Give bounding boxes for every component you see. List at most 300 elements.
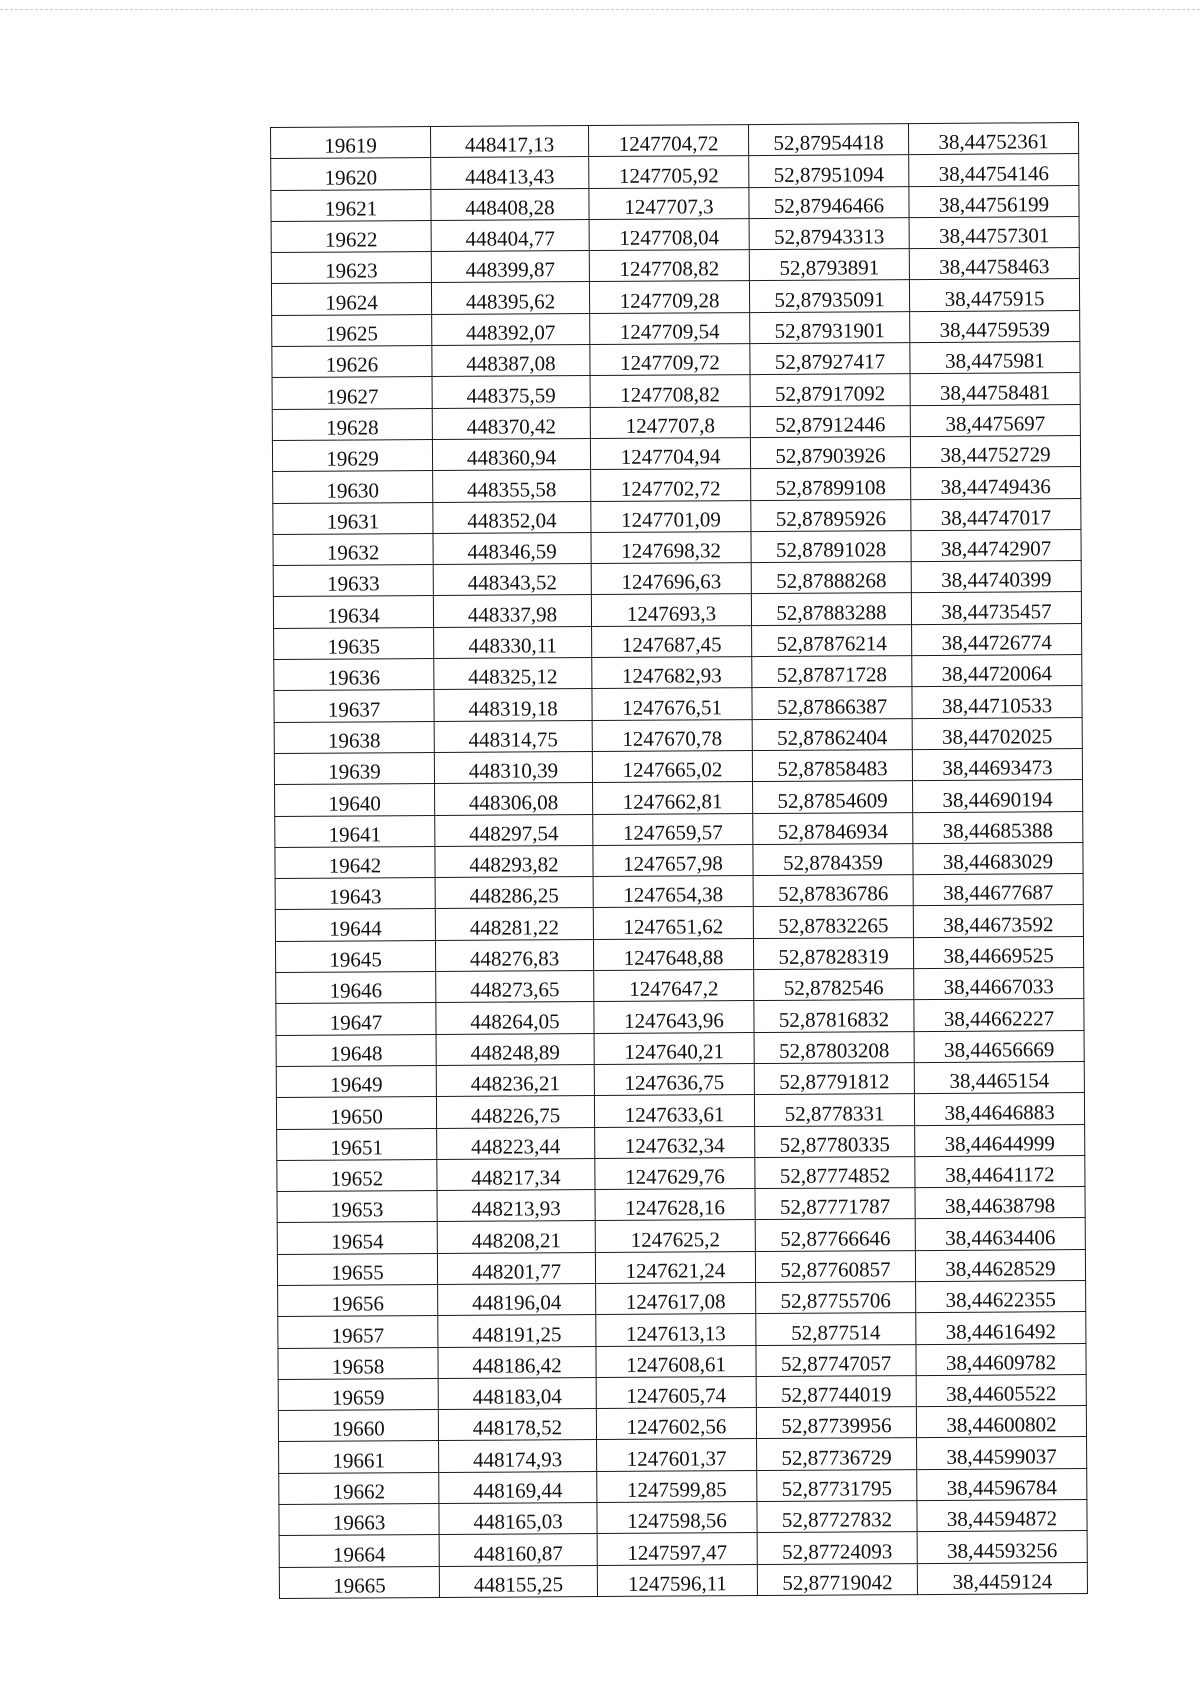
cell-text: 38,44740399 (941, 567, 1052, 593)
point-number-cell (272, 439, 432, 471)
point-number-cell (279, 1504, 439, 1536)
y-coordinate-cell (589, 281, 749, 313)
cell-text: 19652 (330, 1166, 384, 1191)
x-coordinate-cell (437, 1221, 595, 1253)
x-coordinate-cell (437, 1190, 595, 1222)
cell-text: 448375,59 (466, 382, 556, 408)
cell-text: 52,87871728 (776, 662, 888, 688)
table-row (272, 373, 1080, 409)
cell-text: 19636 (327, 665, 381, 691)
table-row (274, 748, 1082, 784)
cell-text: 1247654,38 (623, 882, 724, 908)
cell-text: 38,44758463 (939, 254, 1050, 280)
cell-text: 19645 (329, 947, 382, 972)
cell-text: 448325,12 (468, 664, 558, 690)
cell-text: 19632 (326, 540, 380, 565)
table-row (279, 1531, 1087, 1567)
cell-text: 448306,08 (468, 789, 559, 815)
point-number-cell (271, 220, 431, 252)
y-coordinate-cell (593, 938, 753, 970)
cell-text: 38,44634406 (945, 1224, 1056, 1250)
cell-text: 19631 (326, 509, 380, 534)
cell-text: 52,87946466 (773, 193, 885, 218)
cell-text: 448196,04 (471, 1290, 562, 1316)
cell-text: 1247704,72 (618, 131, 719, 157)
table-row (274, 623, 1082, 659)
cell-text: 52,87760857 (780, 1257, 891, 1282)
cell-text: 448264,05 (470, 1008, 560, 1034)
cell-text: 448346,59 (467, 539, 557, 564)
cell-text: 38,44641172 (945, 1162, 1055, 1187)
cell-text: 52,87832265 (778, 912, 889, 938)
table-row (271, 216, 1079, 252)
cell-text: 38,44710533 (941, 692, 1053, 718)
cell-text: 1247605,74 (626, 1383, 727, 1409)
table-row (273, 592, 1081, 628)
cell-text: 448404,77 (465, 226, 555, 251)
cell-text: 448208,21 (471, 1227, 562, 1253)
latitude-cell (757, 1501, 917, 1533)
longitude-cell (913, 905, 1083, 937)
latitude-cell (756, 1407, 916, 1439)
cell-text: 38,44616492 (945, 1318, 1057, 1344)
x-coordinate-cell (434, 689, 592, 721)
table-row (276, 1061, 1084, 1097)
longitude-cell (917, 1468, 1087, 1500)
cell-text: 448352,04 (467, 508, 557, 533)
x-coordinate-cell (439, 1503, 597, 1535)
table-row (278, 1312, 1086, 1348)
cell-text: 38,44669525 (943, 943, 1054, 968)
cell-text: 1247709,54 (619, 319, 720, 344)
cell-text: 448169,44 (473, 1478, 563, 1503)
cell-text: 448286,25 (469, 883, 559, 909)
cell-text: 448191,25 (472, 1321, 562, 1347)
latitude-cell (749, 217, 909, 249)
table-row (273, 467, 1081, 503)
cell-text: 19622 (324, 227, 378, 252)
point-number-cell (271, 252, 431, 284)
cell-text: 38,44593256 (947, 1537, 1058, 1563)
x-coordinate-cell (436, 971, 594, 1003)
latitude-cell (754, 1031, 914, 1063)
cell-text: 52,87836786 (777, 881, 889, 907)
cell-text: 38,4459124 (952, 1569, 1053, 1594)
cell-text: 52,87791812 (779, 1069, 890, 1095)
table-row (276, 1093, 1084, 1129)
x-coordinate-cell (439, 1440, 597, 1472)
longitude-cell (910, 436, 1080, 468)
cell-text: 448355,58 (467, 476, 557, 502)
y-coordinate-cell (595, 1126, 755, 1158)
y-coordinate-cell (595, 1251, 755, 1283)
cell-text: 1247617,08 (625, 1289, 726, 1315)
cell-text: 38,44754146 (938, 160, 1049, 186)
cell-text: 448319,18 (468, 695, 558, 721)
longitude-cell (914, 968, 1084, 1000)
table-row (271, 123, 1079, 159)
cell-text: 19651 (330, 1135, 384, 1160)
y-coordinate-cell (594, 1063, 754, 1095)
latitude-cell (755, 1250, 915, 1282)
table-row (277, 1187, 1085, 1223)
cell-text: 38,4475697 (945, 411, 1046, 436)
longitude-cell (915, 1249, 1085, 1281)
point-number-cell (279, 1441, 439, 1473)
cell-text: 52,877514 (791, 1319, 881, 1345)
y-coordinate-cell (596, 1408, 756, 1440)
y-coordinate-cell (594, 970, 754, 1002)
table-row (273, 561, 1081, 597)
cell-text: 19665 (333, 1573, 386, 1598)
point-number-cell (275, 846, 435, 878)
cell-text: 19630 (326, 477, 380, 503)
x-coordinate-cell (434, 751, 592, 783)
coordinates-table (270, 122, 1088, 1599)
cell-text: 448392,07 (466, 320, 556, 345)
x-coordinate-cell (431, 157, 589, 189)
y-coordinate-cell (597, 1502, 757, 1534)
cell-text: 1247696,63 (621, 569, 722, 595)
cell-text: 1247629,76 (624, 1164, 725, 1189)
longitude-cell (913, 811, 1083, 843)
cell-text: 38,44662227 (943, 1005, 1055, 1031)
x-coordinate-cell (435, 908, 593, 940)
longitude-cell (912, 717, 1082, 749)
x-coordinate-cell (438, 1377, 596, 1409)
y-coordinate-cell (597, 1470, 757, 1502)
point-number-cell (272, 346, 432, 378)
table-row (277, 1124, 1085, 1160)
table-row (279, 1562, 1087, 1598)
table-row (275, 811, 1083, 847)
cell-text: 1247636,75 (624, 1070, 725, 1096)
cell-text: 38,44609782 (945, 1350, 1057, 1375)
x-coordinate-cell (438, 1346, 596, 1378)
longitude-cell (917, 1437, 1087, 1469)
cell-text: 52,87739956 (781, 1413, 892, 1439)
latitude-cell (749, 249, 909, 281)
point-number-cell (278, 1284, 438, 1316)
cell-text: 19654 (330, 1229, 384, 1254)
point-number-cell (275, 909, 435, 941)
cell-text: 1247704,94 (620, 444, 721, 470)
y-coordinate-cell (594, 1001, 754, 1033)
cell-text: 19647 (329, 1009, 383, 1035)
cell-text: 52,8784359 (783, 850, 883, 876)
cell-text: 448417,13 (464, 132, 555, 158)
cell-text: 52,87891028 (775, 537, 887, 563)
y-coordinate-cell (589, 187, 749, 219)
point-number-cell (278, 1316, 438, 1348)
cell-text: 38,44644999 (944, 1131, 1055, 1156)
y-coordinate-cell (590, 406, 750, 438)
longitude-cell (910, 404, 1080, 436)
cell-text: 19639 (328, 759, 381, 784)
cell-text: 1247628,16 (625, 1195, 726, 1221)
point-number-cell (276, 1065, 436, 1097)
y-coordinate-cell (591, 563, 751, 595)
cell-text: 1247707,8 (625, 413, 716, 438)
cell-text: 52,87803208 (778, 1038, 890, 1063)
longitude-cell (910, 373, 1080, 405)
y-coordinate-cell (595, 1189, 755, 1221)
cell-text: 52,87888268 (776, 568, 887, 594)
latitude-cell (748, 124, 908, 156)
cell-text: 1247608,61 (626, 1352, 727, 1377)
cell-text: 52,87771787 (779, 1194, 891, 1220)
latitude-cell (750, 405, 910, 437)
cell-text: 1247632,34 (624, 1133, 725, 1158)
x-coordinate-cell (433, 501, 591, 533)
table-row (277, 1155, 1085, 1191)
cell-text: 1247602,56 (626, 1414, 727, 1440)
cell-text: 1247633,61 (624, 1101, 725, 1127)
x-coordinate-cell (431, 251, 589, 283)
longitude-cell (915, 1155, 1085, 1187)
cell-text: 448330,11 (468, 633, 557, 658)
cell-text: 52,87744019 (781, 1382, 892, 1408)
cell-text: 448297,54 (469, 821, 559, 846)
cell-text: 19659 (331, 1385, 385, 1410)
table-row (275, 842, 1083, 878)
point-number-cell (273, 533, 433, 565)
cell-text: 52,87755706 (780, 1288, 891, 1314)
cell-text: 19633 (326, 571, 380, 597)
cell-text: 52,87917092 (774, 380, 886, 406)
cell-text: 448155,25 (473, 1572, 564, 1597)
point-number-cell (271, 189, 431, 221)
x-coordinate-cell (436, 1096, 594, 1128)
cell-text: 52,87895926 (775, 506, 887, 531)
x-coordinate-cell (437, 1252, 595, 1284)
cell-text: 52,87858483 (777, 756, 888, 782)
x-coordinate-cell (439, 1565, 597, 1597)
latitude-cell (749, 155, 909, 187)
cell-text: 38,44690194 (942, 786, 1053, 812)
cell-text: 448178,52 (472, 1415, 563, 1441)
cell-text: 52,87731795 (781, 1476, 893, 1501)
cell-text: 1247702,72 (620, 475, 721, 501)
table-row (278, 1343, 1086, 1379)
latitude-cell (753, 843, 913, 875)
point-number-cell (278, 1347, 438, 1379)
cell-text: 52,87816832 (778, 1006, 890, 1032)
longitude-cell (912, 748, 1082, 780)
cell-text: 448217,34 (471, 1165, 561, 1190)
cell-text: 38,44605522 (946, 1381, 1057, 1407)
cell-text: 19656 (331, 1291, 385, 1316)
y-coordinate-cell (597, 1439, 757, 1471)
cell-text: 52,87862404 (777, 725, 888, 750)
cell-text: 19625 (325, 321, 379, 346)
point-number-cell (271, 158, 431, 190)
cell-text: 448281,22 (469, 914, 560, 940)
cell-text: 1247643,96 (624, 1007, 724, 1033)
longitude-cell (910, 342, 1080, 374)
cell-text: 1247705,92 (618, 162, 719, 188)
latitude-cell (751, 562, 911, 594)
y-coordinate-cell (597, 1533, 757, 1565)
cell-text: 1247625,2 (630, 1226, 720, 1252)
cell-text: 1247676,51 (622, 694, 722, 720)
cell-text: 52,8778331 (784, 1100, 885, 1126)
table-row (277, 1218, 1085, 1254)
point-number-cell (278, 1410, 438, 1442)
latitude-cell (751, 530, 911, 562)
y-coordinate-cell (592, 657, 752, 689)
cell-text: 19657 (331, 1322, 385, 1348)
cell-text: 19634 (327, 603, 380, 628)
cell-text: 38,44702025 (942, 724, 1053, 749)
cell-text: 1247598,56 (627, 1508, 727, 1534)
cell-text: 38,44673592 (943, 911, 1054, 937)
cell-text: 1247687,45 (621, 632, 722, 657)
cell-text: 38,44752729 (940, 442, 1051, 468)
table-row (271, 154, 1079, 190)
cell-text: 38,44622355 (945, 1287, 1056, 1313)
x-coordinate-cell (439, 1471, 597, 1503)
table-row (274, 655, 1082, 691)
latitude-cell (751, 468, 911, 500)
latitude-cell (749, 186, 909, 218)
longitude-cell (912, 655, 1082, 687)
table-row (273, 498, 1081, 534)
latitude-cell (754, 1062, 914, 1094)
cell-text: 19642 (328, 853, 382, 878)
y-coordinate-cell (592, 625, 752, 657)
y-coordinate-cell (597, 1564, 757, 1596)
x-coordinate-cell (431, 126, 589, 158)
cell-text: 19643 (328, 884, 382, 910)
cell-text: 52,87780335 (779, 1132, 890, 1157)
longitude-cell (911, 561, 1081, 593)
point-number-cell (276, 972, 436, 1004)
latitude-cell (754, 969, 914, 1001)
latitude-cell (757, 1438, 917, 1470)
cell-text: 52,87943313 (773, 224, 885, 250)
x-coordinate-cell (436, 1033, 594, 1065)
y-coordinate-cell (593, 813, 753, 845)
table-row (279, 1437, 1087, 1473)
cell-text: 52,87719042 (782, 1570, 893, 1595)
cell-text: 1247647,2 (629, 976, 719, 1002)
point-number-cell (274, 627, 434, 659)
cell-text: 1247709,72 (620, 350, 720, 376)
point-number-cell (273, 565, 433, 597)
cell-text: 52,87727832 (781, 1507, 893, 1533)
latitude-cell (754, 1094, 914, 1126)
latitude-cell (752, 656, 912, 688)
longitude-cell (915, 1218, 1085, 1250)
point-number-cell (275, 940, 435, 972)
latitude-cell (753, 937, 913, 969)
cell-text: 448236,21 (470, 1071, 561, 1096)
longitude-cell (911, 467, 1081, 499)
longitude-cell (917, 1500, 1087, 1532)
y-coordinate-cell (595, 1157, 755, 1189)
longitude-cell (916, 1343, 1086, 1375)
point-number-cell (273, 502, 433, 534)
cell-text: 38,44757301 (938, 223, 1050, 249)
cell-text: 19627 (325, 384, 379, 409)
latitude-cell (753, 781, 913, 813)
cell-text: 19628 (326, 415, 379, 440)
cell-text: 1247621,24 (625, 1258, 726, 1283)
cell-text: 448273,65 (470, 977, 560, 1003)
x-coordinate-cell (435, 877, 593, 909)
y-coordinate-cell (589, 156, 749, 188)
longitude-cell (909, 154, 1079, 186)
cell-text: 448276,83 (469, 946, 560, 971)
y-coordinate-cell (591, 594, 751, 626)
cell-text: 448165,03 (473, 1509, 563, 1535)
y-coordinate-cell (590, 375, 750, 407)
longitude-cell (911, 592, 1081, 624)
point-number-cell (276, 1003, 436, 1035)
table-row (278, 1281, 1086, 1317)
latitude-cell (757, 1563, 917, 1595)
cell-text: 52,87828319 (778, 944, 889, 969)
latitude-cell (754, 1000, 914, 1032)
point-number-cell (275, 815, 435, 847)
cell-text: 1247613,13 (625, 1320, 726, 1346)
cell-text: 38,4475981 (944, 348, 1045, 374)
point-number-cell (273, 596, 433, 628)
table-row (278, 1406, 1086, 1442)
cell-text: 1247707,3 (624, 194, 714, 219)
cell-text: 1247682,93 (621, 663, 722, 689)
x-coordinate-cell (433, 564, 591, 596)
y-coordinate-cell (591, 500, 751, 532)
x-coordinate-cell (434, 658, 592, 690)
table-row (275, 936, 1083, 972)
point-number-cell (274, 690, 434, 722)
cell-text: 448201,77 (471, 1259, 562, 1284)
latitude-cell (750, 343, 910, 375)
cell-text: 1247693,3 (626, 601, 717, 626)
table-row (274, 686, 1082, 722)
latitude-cell (751, 593, 911, 625)
point-number-cell (272, 314, 432, 346)
y-coordinate-cell (596, 1314, 756, 1346)
cell-text: 448310,39 (468, 758, 559, 784)
table-row (271, 279, 1079, 315)
y-coordinate-cell (589, 250, 749, 282)
point-number-cell (279, 1472, 439, 1504)
longitude-cell (916, 1374, 1086, 1406)
latitude-cell (753, 875, 913, 907)
cell-text: 19638 (327, 728, 381, 753)
cell-text: 19626 (325, 352, 379, 378)
longitude-cell (916, 1406, 1086, 1438)
point-number-cell (279, 1535, 439, 1567)
cell-text: 38,44747017 (940, 505, 1052, 530)
cell-text: 52,87876214 (776, 631, 887, 656)
y-coordinate-cell (593, 907, 753, 939)
point-number-cell (272, 408, 432, 440)
cell-text: 1247662,81 (622, 788, 723, 814)
y-coordinate-cell (594, 1032, 754, 1064)
point-number-cell (277, 1128, 437, 1160)
point-number-cell (274, 659, 434, 691)
longitude-cell (915, 1187, 1085, 1219)
cell-text: 38,44646883 (944, 1099, 1055, 1125)
cell-text: 52,87766646 (780, 1225, 891, 1251)
x-coordinate-cell (435, 939, 593, 971)
y-coordinate-cell (590, 312, 750, 344)
x-coordinate-cell (433, 595, 591, 627)
